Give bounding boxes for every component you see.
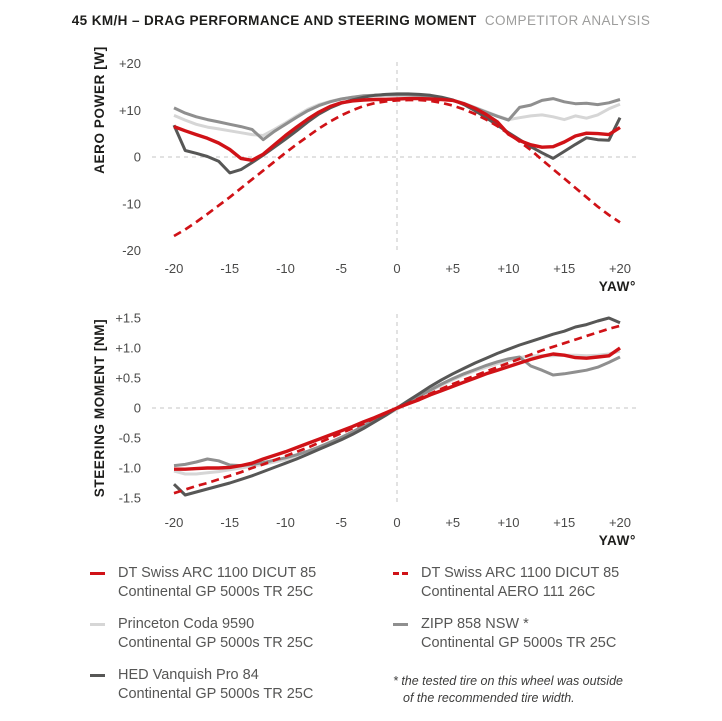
legend-swatch-red-solid: [90, 572, 105, 575]
page-title-main: 45 KM/H – DRAG PERFORMANCE AND STEERING MOMENT: [71, 13, 477, 28]
legend-column-right: [393, 564, 623, 707]
x-tick-label: +5: [445, 515, 461, 530]
y-tick-label: -20: [122, 243, 141, 258]
x-tick-label: +10: [497, 515, 520, 530]
x-tick-label: -20: [164, 515, 184, 530]
y-tick-label: -1.5: [118, 490, 141, 506]
x-tick-label: +15: [553, 515, 576, 530]
footnote-line-2: of the recommended tire width.: [403, 691, 575, 705]
x-tick-label: -20: [164, 261, 184, 276]
x-tick-label: -5: [335, 515, 348, 530]
y-tick-label: +1.5: [115, 310, 141, 326]
x-tick-label: -10: [276, 515, 295, 530]
legend-wheel-label: Princeton Coda 9590: [118, 616, 255, 632]
y-tick-label: +0.5: [115, 370, 141, 386]
x-axis-title: YAW°: [598, 533, 636, 548]
y-tick-label: -0.5: [118, 430, 141, 446]
legend-swatch-medium-gray: [393, 623, 408, 626]
x-tick-label: +10: [497, 261, 520, 276]
legend-swatch-dark-gray: [90, 674, 105, 677]
x-tick-label: -15: [220, 261, 240, 276]
legend-tire-label: Continental AERO 111 26C: [421, 584, 596, 600]
y-axis-title: STEERING MOMENT [NM]: [92, 318, 107, 498]
y-tick-label: +10: [118, 102, 141, 118]
legend-wheel-label: ZIPP 858 NSW *: [421, 616, 529, 632]
y-tick-label: 0: [133, 149, 141, 165]
y-tick-label: 0: [133, 400, 141, 416]
legend-column-left: [90, 564, 316, 704]
legend-wheel-label: HED Vanquish Pro 84: [118, 667, 259, 683]
legend-swatch-red-dashed: [393, 572, 408, 575]
legend-tire-label: Continental GP 5000s TR 25C: [118, 635, 314, 651]
legend-wheel-label: DT Swiss ARC 1100 DICUT 85: [118, 565, 317, 581]
legend-wheel-label: DT Swiss ARC 1100 DICUT 85: [421, 565, 620, 581]
y-tick-label: +1.0: [115, 340, 141, 356]
x-tick-label: +20: [608, 261, 632, 276]
legend-tire-label: Continental GP 5000s TR 25C: [421, 635, 617, 651]
y-axis-title: AERO POWER [W]: [92, 46, 107, 174]
y-tick-label: -1.0: [118, 460, 141, 476]
legend-item-dtswiss-gp5000: [90, 564, 316, 602]
y-tick-label: +20: [118, 56, 141, 71]
x-tick-label: -5: [335, 261, 348, 276]
legend-item-hed-vanquish: [90, 666, 316, 704]
footnote-line-1: * the tested tire on this wheel was outside: [393, 674, 623, 688]
legend: [0, 564, 722, 721]
x-tick-label: +5: [445, 261, 461, 276]
legend-item-dtswiss-aero111: [393, 564, 623, 602]
x-tick-label: +15: [553, 261, 576, 276]
legend-item-zipp-858: [393, 615, 623, 653]
page-title-sub: COMPETITOR ANALYSIS: [484, 13, 651, 28]
x-tick-label: 0: [393, 261, 401, 276]
x-tick-label: -10: [276, 261, 295, 276]
legend-item-princeton-coda: [90, 615, 316, 653]
legend-tire-label: Continental GP 5000s TR 25C: [118, 686, 314, 702]
x-axis-title: YAW°: [598, 279, 636, 294]
legend-swatch-light-gray: [90, 623, 105, 626]
y-tick-label: -10: [122, 196, 141, 212]
x-tick-label: -15: [220, 515, 240, 530]
legend-tire-label: Continental GP 5000s TR 25C: [118, 584, 314, 600]
legend-footnote: [393, 673, 623, 707]
x-tick-label: 0: [393, 515, 401, 530]
x-tick-label: +20: [608, 515, 632, 530]
